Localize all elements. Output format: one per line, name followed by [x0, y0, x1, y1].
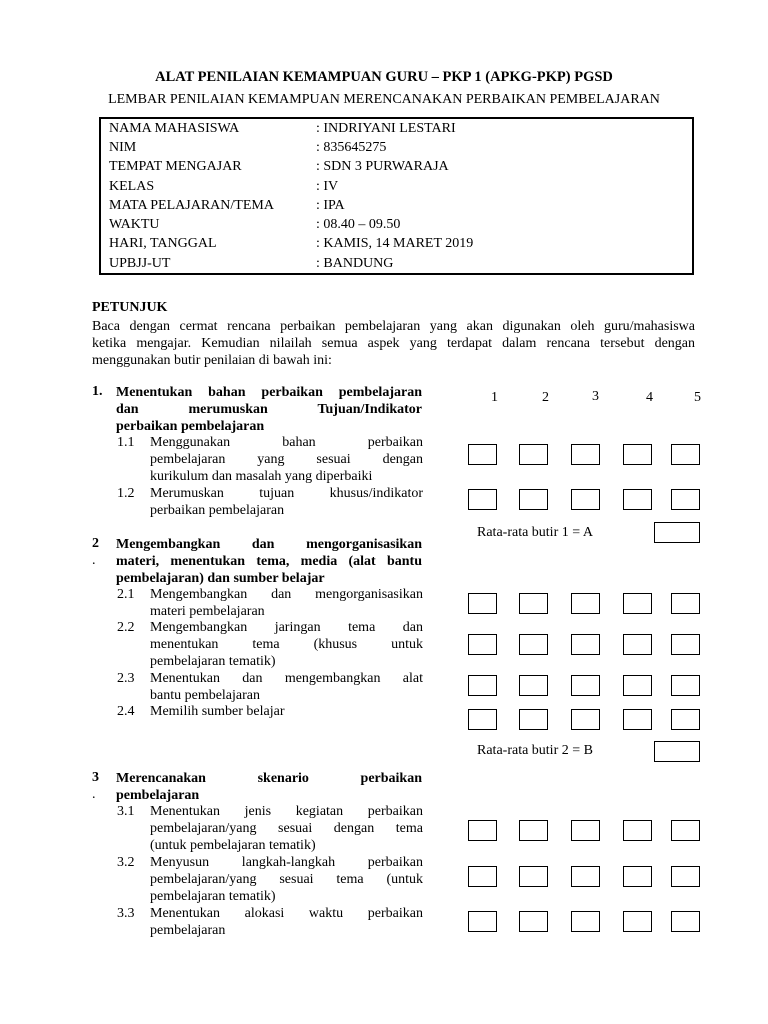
score-checkbox[interactable] — [571, 866, 600, 887]
score-checkbox[interactable] — [671, 911, 700, 932]
identity-value: : SDN 3 PURWARAJA — [316, 159, 449, 174]
score-checkbox[interactable] — [571, 634, 600, 655]
criterion-line: Mengembangkan jaringan tema dan — [150, 620, 423, 635]
identity-row — [109, 177, 338, 196]
score-checkbox[interactable] — [519, 709, 548, 730]
score-checkbox[interactable] — [623, 911, 652, 932]
instructions-text — [92, 318, 695, 369]
scale-number: 5 — [694, 390, 701, 405]
page-title: ALAT PENILAIAN KEMAMPUAN GURU – PKP 1 (APKG-PKP) PGSD — [155, 69, 613, 85]
identity-label: MATA PELAJARAN/TEMA — [109, 198, 274, 213]
criterion-number: 2.2 — [117, 620, 135, 635]
criterion-line: Mengembangkan dan mengorganisasikan — [150, 587, 423, 602]
question-title-line: dan merumuskan Tujuan/Indikator — [116, 402, 422, 417]
score-checkbox[interactable] — [519, 444, 548, 465]
score-checkbox[interactable] — [519, 911, 548, 932]
instructions-heading: PETUNJUK — [92, 300, 168, 315]
identity-value: : KAMIS, 14 MARET 2019 — [316, 236, 474, 251]
score-checkbox[interactable] — [571, 709, 600, 730]
identity-row — [109, 254, 393, 273]
score-checkbox[interactable] — [671, 820, 700, 841]
question-number: 3 — [92, 770, 99, 785]
score-checkbox[interactable] — [671, 634, 700, 655]
scale-number: 1 — [491, 390, 498, 405]
criterion-line: Memilih sumber belajar — [150, 704, 285, 719]
criterion-number: 3.2 — [117, 855, 135, 870]
criterion-line: Merumuskan tujuan khusus/indikator — [150, 486, 423, 501]
criterion-number: 2.1 — [117, 587, 135, 602]
score-checkbox[interactable] — [468, 709, 497, 730]
criterion-line: Menentukan dan mengembangkan alat — [150, 671, 423, 686]
score-checkbox[interactable] — [468, 634, 497, 655]
criterion-line: Menggunakan bahan perbaikan — [150, 435, 423, 450]
criterion-line: (untuk pembelajaran tematik) — [150, 838, 316, 853]
criterion-line: kurikulum dan masalah yang diperbaiki — [150, 469, 373, 484]
score-checkbox[interactable] — [571, 489, 600, 510]
identity-label: NIM — [109, 140, 137, 155]
identity-value: : IPA — [316, 198, 345, 213]
question-title-line: Merencanakan skenario perbaikan — [116, 771, 422, 786]
average-input[interactable] — [654, 522, 700, 543]
score-checkbox[interactable] — [671, 675, 700, 696]
identity-label: WAKTU — [109, 217, 160, 232]
average-input[interactable] — [654, 741, 700, 762]
score-checkbox[interactable] — [671, 709, 700, 730]
score-checkbox[interactable] — [623, 866, 652, 887]
criterion-number: 2.3 — [117, 671, 135, 686]
criterion-line: materi pembelajaran — [150, 604, 265, 619]
identity-row — [109, 196, 345, 215]
score-checkbox[interactable] — [519, 634, 548, 655]
question-number: 1. — [92, 384, 103, 399]
score-checkbox[interactable] — [519, 675, 548, 696]
identity-value: : IV — [316, 179, 339, 194]
criterion-line: pembelajaran/yang sesuai dengan tema — [150, 821, 423, 836]
identity-value: : 08.40 – 09.50 — [316, 217, 401, 232]
identity-value: : 835645275 — [316, 140, 387, 155]
instructions-line: Baca dengan cermat rencana perbaikan pembelajaran yang akan digunakan oleh guru/mahasiswa — [92, 319, 695, 334]
identity-label: KELAS — [109, 179, 155, 194]
score-checkbox[interactable] — [519, 820, 548, 841]
criterion-number: 3.1 — [117, 804, 135, 819]
identity-row — [109, 215, 400, 234]
criterion-number: 1.1 — [117, 435, 135, 450]
instructions-line: menggunakan butir penilaian di bawah ini: — [92, 353, 332, 368]
criterion-number: 3.3 — [117, 906, 135, 921]
score-checkbox[interactable] — [468, 444, 497, 465]
score-checkbox[interactable] — [623, 675, 652, 696]
scale-number: 3 — [592, 389, 599, 404]
identity-row — [109, 234, 473, 253]
question-number-dot: . — [92, 553, 96, 568]
identity-label: TEMPAT MENGAJAR — [109, 159, 242, 174]
criterion-line: Menentukan jenis kegiatan perbaikan — [150, 804, 423, 819]
score-checkbox[interactable] — [571, 820, 600, 841]
scale-number: 4 — [646, 390, 653, 405]
criterion-line: pembelajaran yang sesuai dengan — [150, 452, 423, 467]
score-checkbox[interactable] — [671, 593, 700, 614]
score-checkbox[interactable] — [671, 444, 700, 465]
criterion-line: pembelajaran/yang sesuai tema (untuk — [150, 872, 423, 887]
question-title-line: materi, menentukan tema, media (alat bantu — [116, 554, 422, 569]
criterion-line: pembelajaran — [150, 923, 226, 938]
score-checkbox[interactable] — [571, 444, 600, 465]
score-checkbox[interactable] — [468, 675, 497, 696]
score-checkbox[interactable] — [623, 593, 652, 614]
score-checkbox[interactable] — [468, 820, 497, 841]
criterion-line: pembelajaran tematik) — [150, 889, 276, 904]
criterion-line: Menentukan alokasi waktu perbaikan — [150, 906, 423, 921]
identity-value: : INDRIYANI LESTARI — [316, 121, 456, 136]
identity-label: HARI, TANGGAL — [109, 236, 217, 251]
identity-row — [109, 157, 449, 176]
score-checkbox[interactable] — [519, 489, 548, 510]
question-title — [116, 536, 422, 587]
instructions-line: ketika mengajar. Kemudian nilailah semua aspek yang terdapat dalam rencana tersebut dengan — [92, 336, 695, 351]
identity-row — [109, 119, 456, 138]
question-title-line: Mengembangkan dan mengorganisasikan — [116, 537, 422, 552]
question-title — [116, 770, 422, 804]
average-label: Rata-rata butir 1 = A — [477, 525, 593, 540]
score-checkbox[interactable] — [571, 911, 600, 932]
score-checkbox[interactable] — [468, 911, 497, 932]
question-title-line: pembelajaran) dan sumber belajar — [116, 571, 325, 586]
question-title-line: perbaikan pembelajaran — [116, 419, 265, 434]
score-checkbox[interactable] — [623, 820, 652, 841]
criterion-line: bantu pembelajaran — [150, 688, 261, 703]
score-checkbox[interactable] — [571, 593, 600, 614]
score-checkbox[interactable] — [623, 634, 652, 655]
score-checkbox[interactable] — [468, 593, 497, 614]
question-number-dot: . — [92, 787, 96, 802]
score-checkbox[interactable] — [571, 675, 600, 696]
criterion-line: Menyusun langkah-langkah perbaikan — [150, 855, 423, 870]
identity-box — [99, 117, 694, 275]
score-checkbox[interactable] — [468, 489, 497, 510]
score-checkbox[interactable] — [519, 866, 548, 887]
score-checkbox[interactable] — [671, 866, 700, 887]
criterion-line: pembelajaran tematik) — [150, 654, 276, 669]
scale-number: 2 — [542, 390, 549, 405]
identity-label: UPBJJ-UT — [109, 256, 171, 271]
criterion-line: menentukan tema (khusus untuk — [150, 637, 423, 652]
criterion-number: 1.2 — [117, 486, 135, 501]
average-label: Rata-rata butir 2 = B — [477, 743, 593, 758]
identity-row — [109, 138, 386, 157]
score-checkbox[interactable] — [468, 866, 497, 887]
score-checkbox[interactable] — [671, 489, 700, 510]
identity-label: NAMA MAHASISWA — [109, 121, 240, 136]
question-title-line: Menentukan bahan perbaikan pembelajaran — [116, 385, 422, 400]
identity-value: : BANDUNG — [316, 256, 394, 271]
criterion-line: perbaikan pembelajaran — [150, 503, 285, 518]
question-title — [116, 384, 422, 435]
score-checkbox[interactable] — [623, 489, 652, 510]
score-checkbox[interactable] — [623, 444, 652, 465]
criterion-number: 2.4 — [117, 704, 135, 719]
question-title-line: pembelajaran — [116, 788, 200, 803]
score-checkbox[interactable] — [623, 709, 652, 730]
page-subtitle: LEMBAR PENILAIAN KEMAMPUAN MERENCANAKAN PERBAIKAN PEMBELAJARAN — [108, 92, 660, 107]
score-checkbox[interactable] — [519, 593, 548, 614]
question-number: 2 — [92, 536, 99, 551]
